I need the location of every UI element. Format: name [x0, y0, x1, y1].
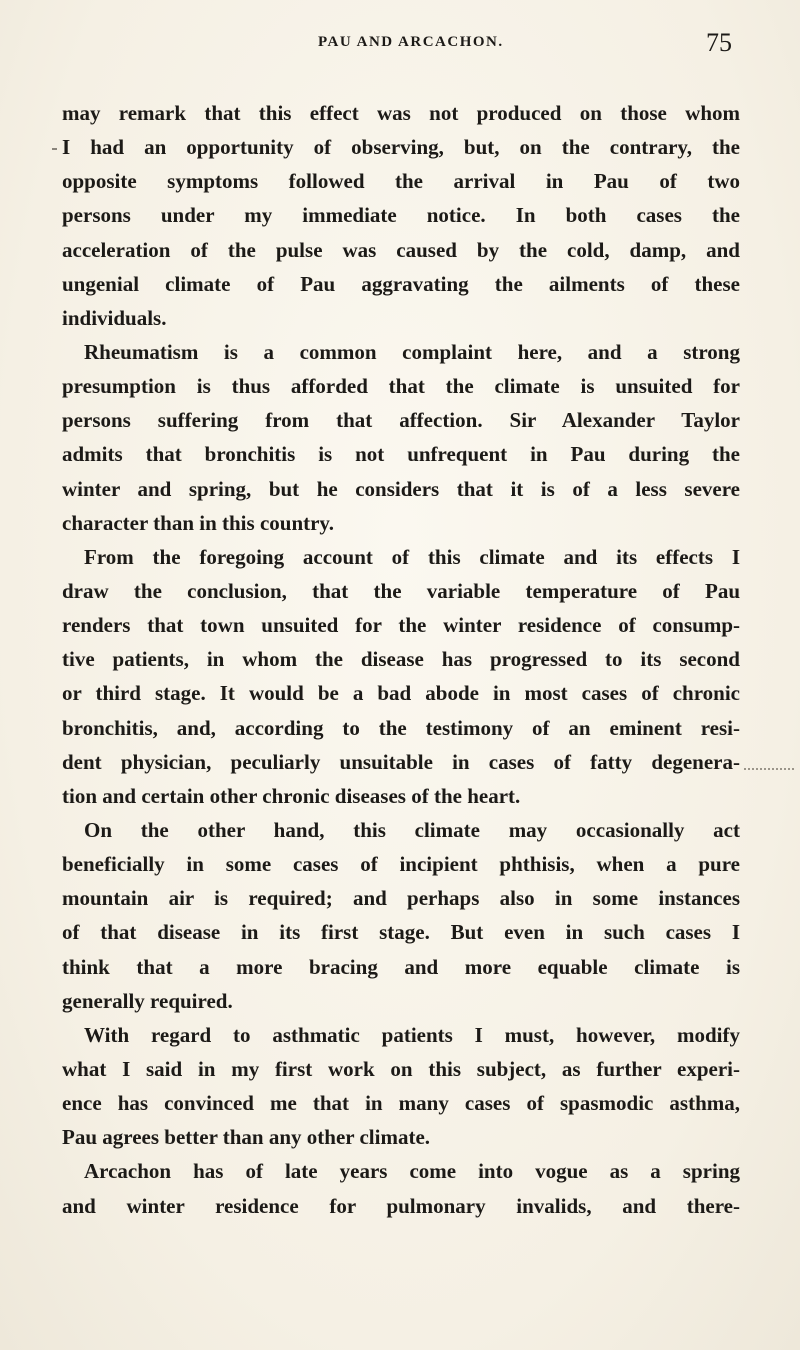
paragraph-end-line: generally required.	[62, 988, 233, 1013]
page-number: 75	[706, 28, 732, 57]
text-line: persons suffering from that affection. Sir Alexander Taylor	[62, 408, 740, 433]
text-line: beneficially in some cases of incipient phthisis, when a pure	[62, 852, 740, 877]
text-line: tive patients, in whom the disease has progressed to its second	[62, 647, 740, 672]
text-line: acceleration of the pulse was caused by the cold, damp, and	[62, 237, 740, 262]
text-line: winter and spring, but he considers that it is of a less severe	[62, 476, 740, 501]
text-line: admits that bronchitis is not unfrequent in Pau during the	[62, 442, 740, 467]
text-line: mountain air is required; and perhaps also in some instances	[62, 886, 740, 911]
paragraph-end-line: tion and certain other chronic diseases of the heart.	[62, 783, 521, 808]
paragraph-end-line: character than in this country.	[62, 510, 335, 535]
margin-dots	[744, 760, 794, 770]
text-line: and winter residence for pulmonary invalids, and there-	[62, 1193, 740, 1218]
text-line: draw the conclusion, that the variable temperature of Pau	[62, 578, 740, 603]
body-text	[62, 96, 740, 1223]
paragraph-end-line: individuals.	[62, 305, 167, 330]
text-line: dent physician, peculiarly unsuitable in cases of fatty degenera-	[62, 749, 740, 774]
text-line: I had an opportunity of observing, but, on the contrary, the	[62, 135, 740, 160]
paragraph-start-line: Arcachon has of late years come into vogue as a spring	[84, 1159, 740, 1184]
margin-mark	[52, 148, 57, 150]
paragraph-start-line: On the other hand, this climate may occasionally act	[84, 817, 740, 842]
paragraph-end-line: Pau agrees better than any other climate.	[62, 1125, 431, 1150]
text-line: think that a more bracing and more equable climate is	[62, 954, 740, 979]
paragraph-start-line: Rheumatism is a common complaint here, and a strong	[84, 339, 740, 364]
text-line: may remark that this effect was not produced on those whom	[62, 101, 740, 125]
text-line: presumption is thus afforded that the climate is unsuited for	[62, 374, 740, 399]
text-line: ungenial climate of Pau aggravating the ailments of these	[62, 271, 740, 296]
text-line: of that disease in its first stage. But even in such cases I	[62, 920, 740, 945]
text-line: what I said in my first work on this subject, as further experi-	[62, 1056, 740, 1081]
text-line: or third stage. It would be a bad abode in most cases of chronic	[62, 681, 740, 706]
text-line: opposite symptoms followed the arrival in Pau of two	[62, 169, 740, 194]
text-line: persons under my immediate notice. In both cases the	[62, 203, 740, 228]
text-line: renders that town unsuited for the winter residence of consump-	[62, 613, 740, 638]
paragraph-start-line: With regard to asthmatic patients I must, however, modify	[84, 1022, 740, 1047]
paragraph-start-line: From the foregoing account of this climate and its effects I	[84, 544, 740, 569]
text-line: bronchitis, and, according to the testimony of an eminent resi-	[62, 715, 740, 740]
running-head: PAU AND ARCACHON.	[318, 34, 504, 50]
text-line: ence has convinced me that in many cases of spasmodic asthma,	[62, 1091, 740, 1116]
